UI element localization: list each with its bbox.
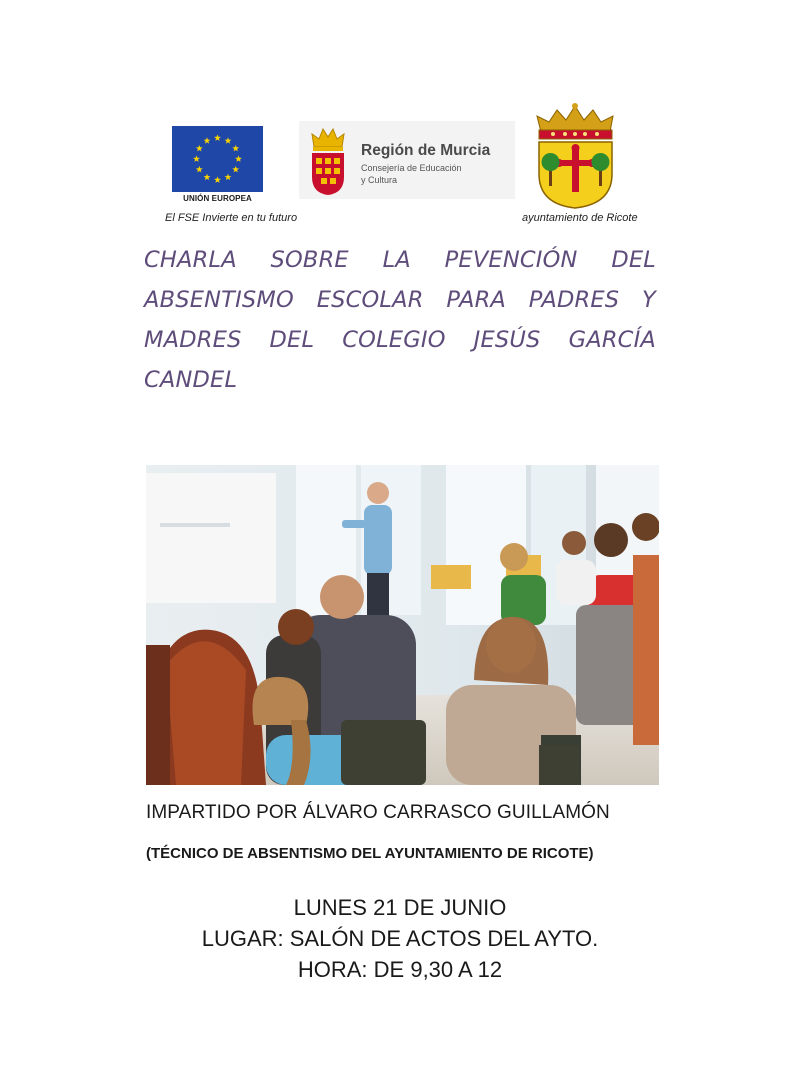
murcia-name: Región de Murcia [361, 142, 491, 159]
classroom-photo [146, 465, 659, 785]
title-line-2: ABSENTISMO ESCOLAR PARA PADRES Y [144, 287, 656, 313]
ricote-caption: ayuntamiento de Ricote [522, 212, 638, 224]
eu-slogan: El FSE Invierte en tu futuro [165, 212, 298, 224]
speaker-role: (TÉCNICO DE ABSENTISMO DEL AYUNTAMIENTO DE RICOTE) [146, 845, 594, 862]
event-date: LUNES 21 DE JUNIO [293, 895, 507, 920]
title-line-1: CHARLA SOBRE LA PEVENCIÓN DEL [144, 247, 656, 273]
murcia-subtitle-line1: Consejería de Educación [361, 163, 462, 173]
speaker-line: IMPARTIDO POR ÁLVARO CARRASCO GUILLAMÓN [146, 802, 610, 823]
murcia-shield-icon [305, 125, 351, 197]
title-line-4: CANDEL [144, 367, 238, 393]
murcia-subtitle [361, 162, 511, 186]
region-murcia-logo [299, 121, 515, 199]
event-time: HORA: DE 9,30 A 12 [297, 957, 503, 982]
ricote-coat-of-arms-icon [533, 102, 618, 210]
title-line-3: MADRES DEL COLEGIO JESÚS GARCÍA [144, 327, 656, 353]
murcia-subtitle-line2: y Cultura [361, 175, 398, 185]
event-details [150, 892, 650, 985]
event-title [144, 240, 656, 400]
eu-flag-icon [172, 126, 263, 192]
event-place: LUGAR: SALÓN DE ACTOS DEL AYTO. [201, 926, 599, 951]
eu-caption: UNIÓN EUROPEA [183, 194, 252, 203]
